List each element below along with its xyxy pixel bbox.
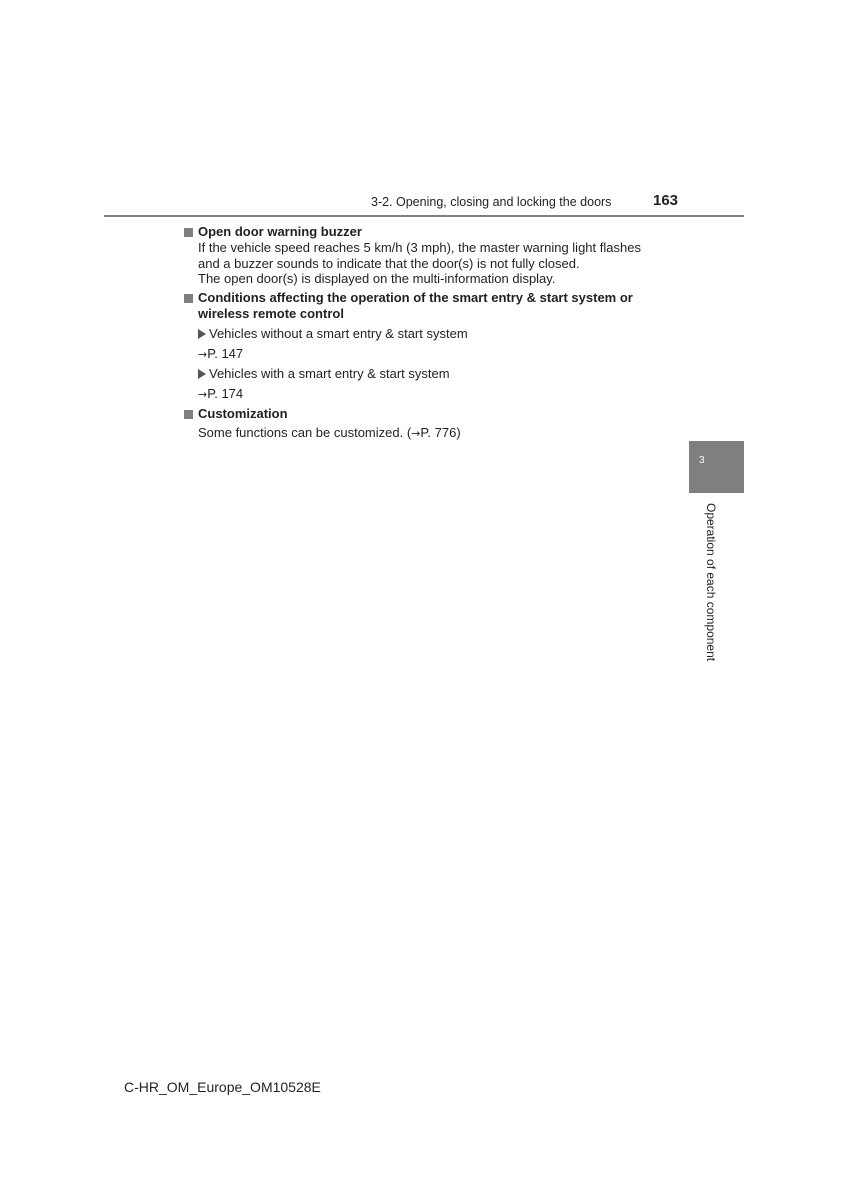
list-item <box>184 326 684 342</box>
paragraph-line: The open door(s) is displayed on the multi-information display. <box>198 271 556 287</box>
square-bullet-icon <box>184 410 193 419</box>
arrow-right-icon: → <box>411 426 421 440</box>
paragraph-text: ) <box>456 424 461 440</box>
square-bullet-icon <box>184 228 193 237</box>
paragraph-line: If the vehicle speed reaches 5 km/h (3 mph), the master warning light flashes <box>198 239 641 255</box>
arrow-right-icon: → <box>198 347 208 361</box>
paragraph-line: and a buzzer sounds to indicate that the door(s) is not fully closed. <box>198 255 580 271</box>
page-content <box>184 224 684 442</box>
heading-open-door-warning-buzzer <box>184 224 684 240</box>
square-bullet-icon <box>184 294 193 303</box>
reference-text[interactable]: P. 776 <box>420 424 457 440</box>
page-number: 163 <box>653 192 679 209</box>
document-id: C-HR_OM_Europe_OM10528E <box>124 1079 321 1095</box>
paragraph-text: Some functions can be customized. ( <box>198 424 412 440</box>
heading-text: Customization <box>198 405 288 421</box>
triangle-bullet-icon <box>198 329 206 339</box>
header-divider <box>104 215 744 217</box>
heading-text: Conditions affecting the operation of the smart entry & start system or <box>198 290 633 306</box>
item-label: Vehicles without a smart entry & start system <box>209 325 468 341</box>
heading-customization <box>184 406 684 422</box>
heading-text: Open door warning buzzer <box>198 224 362 239</box>
reference-text[interactable]: P. 147 <box>207 345 244 361</box>
heading-conditions-smart-entry <box>184 290 684 322</box>
item-label: Vehicles with a smart entry & start system <box>209 366 450 382</box>
triangle-bullet-icon <box>198 369 206 379</box>
heading-text: wireless remote control <box>198 305 344 321</box>
chapter-label: Operation of each component <box>704 503 718 662</box>
chapter-number: 3 <box>699 455 705 466</box>
chapter-tab <box>689 441 744 493</box>
paragraph-line <box>184 425 684 442</box>
arrow-right-icon: → <box>198 388 208 402</box>
reference-text[interactable]: P. 174 <box>207 386 244 402</box>
page-reference[interactable] <box>184 386 684 403</box>
list-item <box>184 366 684 382</box>
page-reference[interactable] <box>184 346 684 363</box>
section-title: 3-2. Opening, closing and locking the doors <box>371 195 612 209</box>
